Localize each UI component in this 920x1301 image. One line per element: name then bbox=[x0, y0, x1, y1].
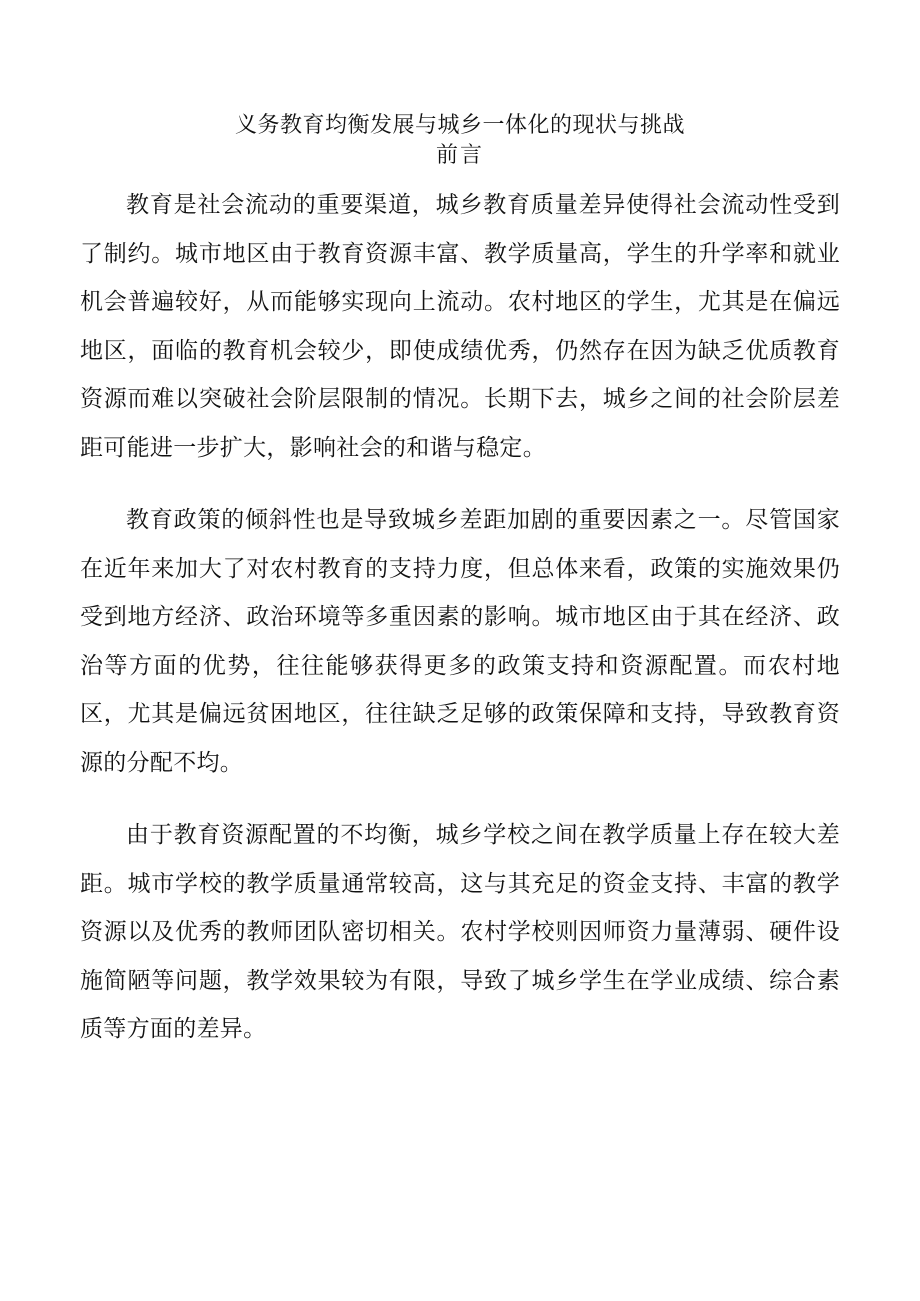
paragraph-2: 教育政策的倾斜性也是导致城乡差距加剧的重要因素之一。尽管国家在近年来加大了对农村教育的支持力度，但总体来看，政策的实施效果仍受到地方经济、政治环境等多重因素的影响。城市地区由于其在经济、政治等方面的优势，往往能够获得更多的政策支持和资源配置。而农村地区，尤其是偏远贫困地区，往往缺乏足够的政策保障和支持，导致教育资源的分配不均。 bbox=[80, 507, 840, 776]
document-body bbox=[80, 181, 840, 1078]
paragraph-1: 教育是社会流动的重要渠道，城乡教育质量差异使得社会流动性受到了制约。城市地区由于教育资源丰富、教学质量高，学生的升学率和就业机会普遍较好，从而能够实现向上流动。农村地区的学生，尤其是在偏远地区，面临的教育机会较少，即使成绩优秀，仍然存在因为缺乏优质教育资源而难以突破社会阶层限制的情况。长期下去，城乡之间的社会阶层差距可能进一步扩大，影响社会的和谐与稳定。 bbox=[80, 192, 840, 461]
section-heading: 前言 bbox=[435, 143, 484, 168]
document-title: 义务教育均衡发展与城乡一体化的现状与挑战 bbox=[234, 113, 685, 138]
paragraph-3: 由于教育资源配置的不均衡，城乡学校之间在教学质量上存在较大差距。城市学校的教学质量通常较高，这与其充足的资金支持、丰富的教学资源以及优秀的教师团队密切相关。农村学校则因师资力量薄弱、硬件设施简陋等问题，教学效果较为有限，导致了城乡学生在学业成绩、综合素质等方面的差异。 bbox=[80, 822, 840, 1042]
